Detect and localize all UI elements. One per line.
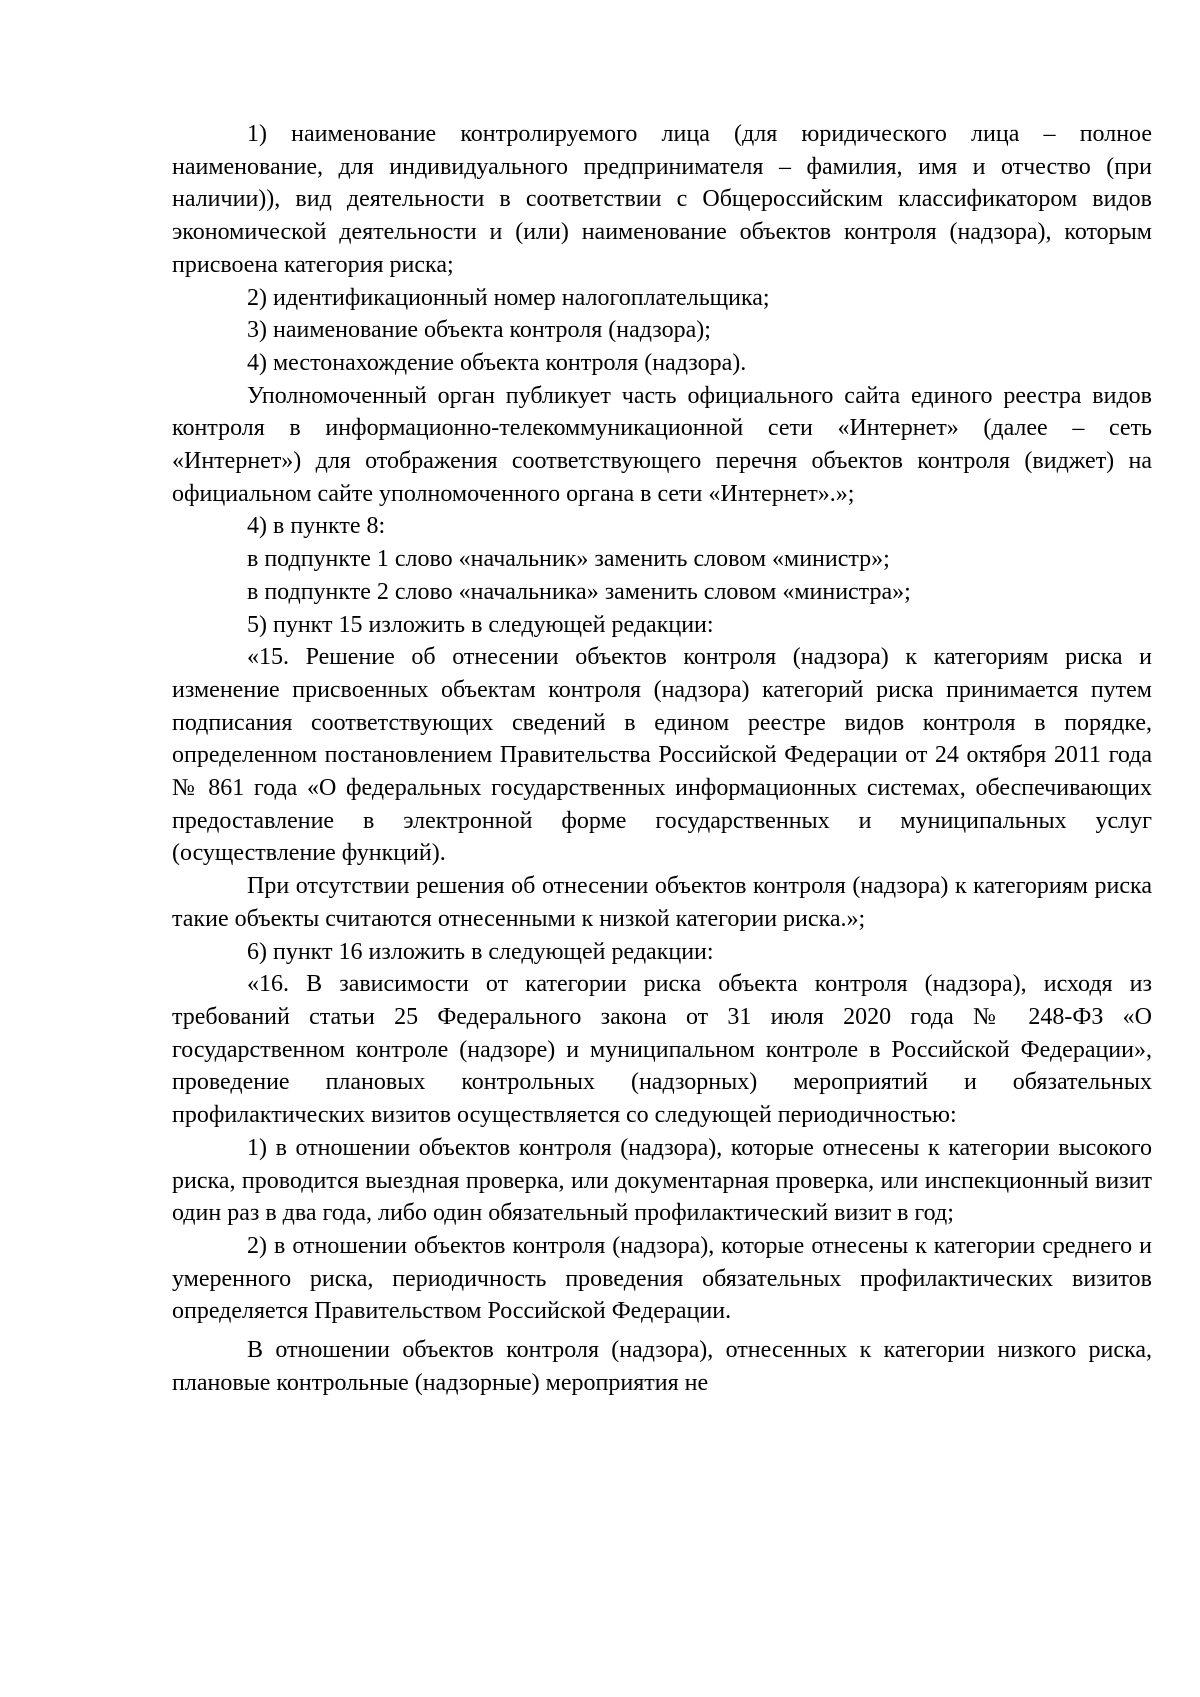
paragraph-item-3-object-name: 3) наименование объекта контроля (надзора); xyxy=(247,317,711,344)
paragraph-low-risk-periodicity: В отношении объектов контроля (надзора), отнесенных к категории низкого риска, плановые контрольные (надзорные) мероприятия не xyxy=(172,1337,1152,1396)
paragraph-medium-risk-periodicity: 2) в отношении объектов контроля (надзора), которые отнесены к категории среднего и умеренного риска, периодичность проведения обязательных профилактических визитов определяется Правительством Российской Федерации. xyxy=(172,1232,1152,1325)
paragraph-item-4-object-location: 4) местонахождение объекта контроля (надзора). xyxy=(247,349,747,376)
paragraph-subpoint-2-minister: в подпункте 2 слово «начальника» заменить словом «министра»; xyxy=(247,578,911,605)
paragraph-point-15-text: «15. Решение об отнесении объектов контроля (надзора) к категориям риска и изменение присвоенных объектам контроля (надзора) категорий риска принимается путем подписания соответствующих сведений в едином реестре видов контроля в порядке, определенном постановлением Правительства Российской Федерации от 24 октября 2011 года № 861 года «О федеральных государственных информационных системах, обеспечивающих предоставление в электронной форме государственных и муниципальных услуг (осуществление функций). xyxy=(172,644,1152,867)
paragraph-item-2-inn: 2) идентификационный номер налогоплательщика; xyxy=(247,284,770,311)
paragraph-subpoint-1-minister: в подпункте 1 слово «начальник» заменить словом «министр»; xyxy=(247,546,890,573)
paragraph-amend-point-15: 5) пункт 15 изложить в следующей редакции: xyxy=(247,611,714,638)
paragraph-amend-point-8: 4) в пункте 8: xyxy=(247,513,386,540)
paragraph-item-1-owner-name: 1) наименование контролируемого лица (для юридического лица – полное наименование, для индивидуального предпринимателя – фамилия, имя и отчество (при наличии)), вид деятельности в соответствии с Общероссийским классификатором видов экономической деятельности и (или) наименование объектов контроля (надзора), которым присвоена категория риска; xyxy=(172,121,1152,278)
paragraph-amend-point-16: 6) пункт 16 изложить в следующей редакции: xyxy=(247,938,714,965)
paragraph-high-risk-periodicity: 1) в отношении объектов контроля (надзора), которые отнесены к категории высокого риска, проводится выездная проверка, или документарная проверка, или инспекционный визит один раз в два года, либо один обязательный профилактический визит в год; xyxy=(172,1134,1152,1227)
paragraph-no-decision-low-risk: При отсутствии решения об отнесении объектов контроля (надзора) к категориям риска такие объекты считаются отнесенными к низкой категории риска.»; xyxy=(172,873,1152,932)
document-body xyxy=(172,118,1152,1399)
paragraph-widget-publication: Уполномоченный орган публикует часть официального сайта единого реестра видов контроля в информационно-телекоммуникационной сети «Интернет» (далее – сеть «Интернет») для отображения соответствующего перечня объектов контроля (виджет) на официальном сайте уполномоченного органа в сети «Интернет».»; xyxy=(172,382,1152,507)
paragraph-point-16-text: «16. В зависимости от категории риска объекта контроля (надзора), исходя из требований статьи 25 Федерального закона от 31 июля 2020 года № 248-ФЗ «О государственном контроле (надзоре) и муниципальном контроле в Российской Федерации», проведение плановых контрольных (надзорных) мероприятий и обязательных профилактических визитов осуществляется со следующей периодичностью: xyxy=(172,971,1152,1129)
